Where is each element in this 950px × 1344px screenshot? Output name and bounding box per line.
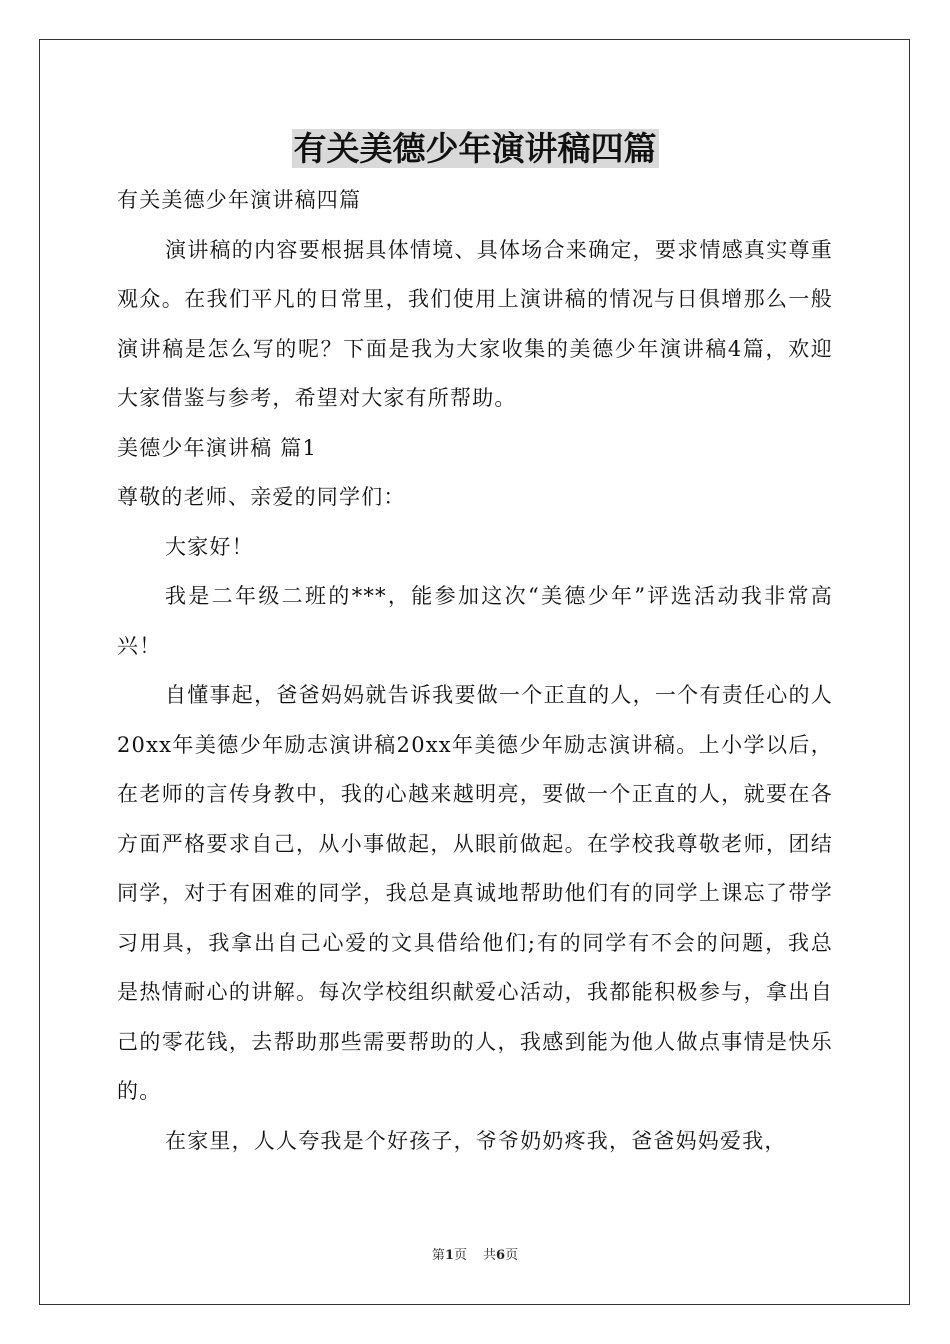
document-body <box>117 176 833 1166</box>
salutation: 尊敬的老师、亲爱的同学们： <box>117 485 406 509</box>
page-prefix: 第 <box>431 1248 445 1263</box>
page-footer <box>0 1246 950 1266</box>
greeting: 大家好！ <box>165 534 254 559</box>
intro-paragraph: 演讲稿的内容要根据具体情境、具体场合来确定，要求情感真实尊重观众。在我们平凡的日常里，我们使用上演讲稿的情况与日俱增那么一般演讲稿是怎么写的呢？下面是我为大家收集的美德少年演讲稿4篇，欢迎大家借鉴与参考，希望对大家有所帮助。 <box>117 237 833 410</box>
total-unit: 页 <box>505 1248 519 1263</box>
paragraph-3: 在家里，人人夸我是个好孩子，爷爷奶奶疼我，爸爸妈妈爱我， <box>165 1128 787 1153</box>
document-title-text: 有关美德少年演讲稿四篇 <box>293 129 657 168</box>
document-title <box>0 124 950 174</box>
section-heading: 美德少年演讲稿 篇1 <box>117 435 318 460</box>
paragraph-1: 我是二年级二班的***，能参加这次“美德少年”评选活动我非常高兴！ <box>117 584 833 658</box>
total-prefix: 共 <box>483 1248 497 1263</box>
document-subtitle: 有关美德少年演讲稿四篇 <box>117 188 362 212</box>
paragraph-2: 自懂事起，爸爸妈妈就告诉我要做一个正直的人，一个有责任心的人20xx年美德少年励志演讲稿20xx年美德少年励志演讲稿。上小学以后，在老师的言传身教中，我的心越来越明亮，要做一个正直的人，就要在各方面严格要求自己，从小事做起，从眼前做起。在学校我尊敬老师，团结同学，对于有困难的同学，我总是真诚地帮助他们有的同学上课忘了带学习用具，我拿出自己心爱的文具借给他们;有的同学有不会的问题，我总是热情耐心的讲解。每次学校组织献爱心活动，我都能积极参与，拿出自己的零花钱，去帮助那些需要帮助的人，我感到能为他人做点事情是快乐的。 <box>117 683 833 1103</box>
total-page-number: 6 <box>496 1248 506 1263</box>
current-page-number: 1 <box>444 1248 454 1263</box>
page-unit: 页 <box>453 1248 467 1263</box>
